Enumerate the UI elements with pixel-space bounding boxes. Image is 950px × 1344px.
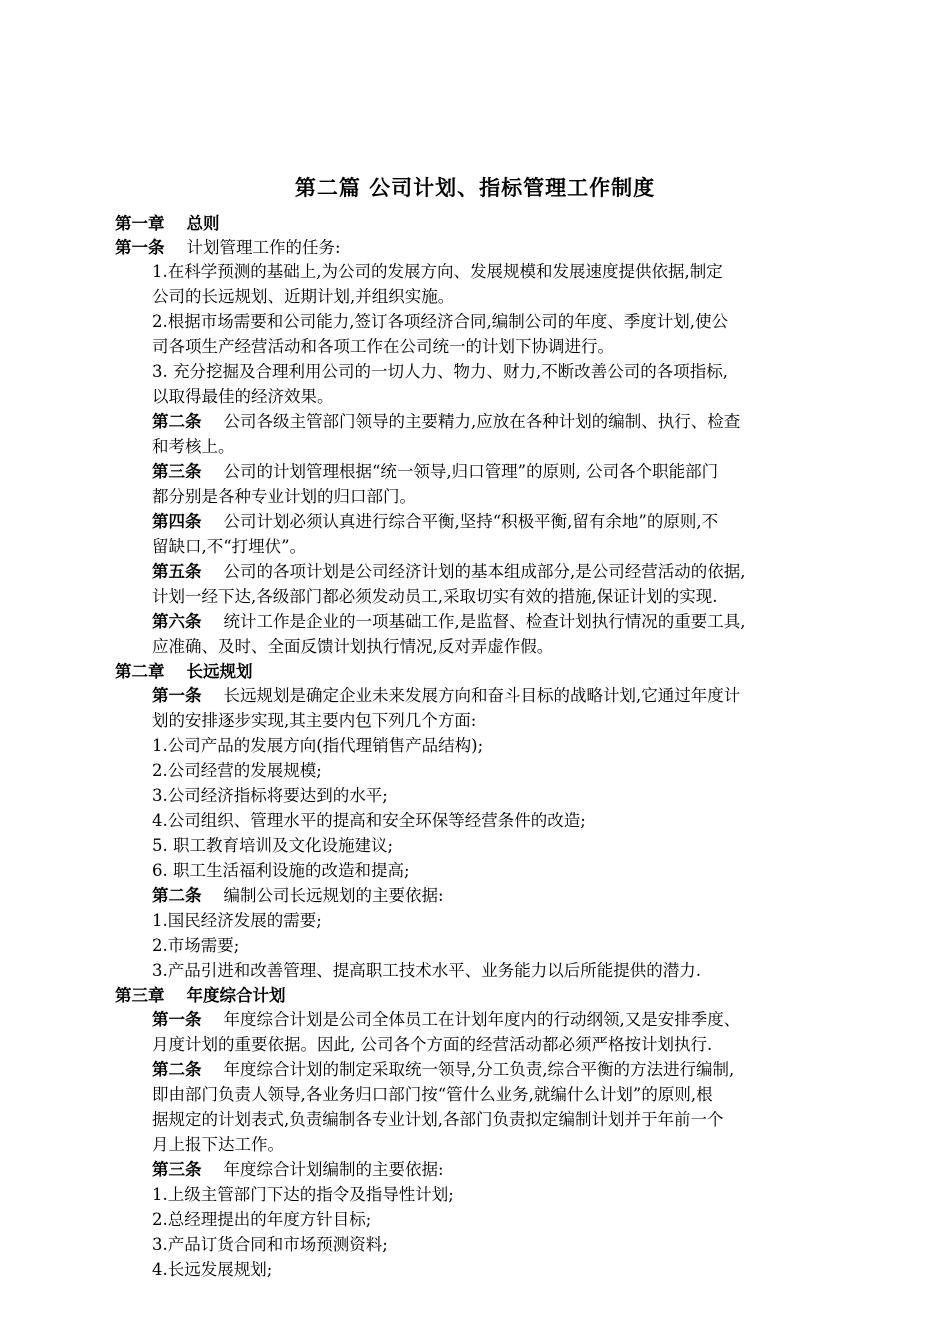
line-text: 应准确、及时、全面反馈计划执行情况,反对弄虚作假。 <box>152 637 554 656</box>
body-text-line <box>152 959 701 983</box>
article-number: 第二条 <box>152 1060 202 1079</box>
chapter-number: 第三章 <box>115 986 165 1005</box>
body-text-line <box>152 1233 388 1257</box>
body-text-line <box>152 485 416 509</box>
line-text: 月上报下达工作。 <box>152 1135 284 1154</box>
line-text: 1.在科学预测的基础上,为公司的发展方向、发展规模和发展速度提供依据,制定 <box>152 262 723 281</box>
article-number: 第一条 <box>152 686 202 705</box>
article-paragraph-line <box>152 684 740 708</box>
body-text-line <box>152 759 322 783</box>
line-text: 和考核上。 <box>152 437 235 456</box>
article-paragraph-line <box>152 610 746 634</box>
line-text: 司各项生产经营活动和各项工作在公司统一的计划下协调进行。 <box>152 337 614 356</box>
body-text-line <box>152 260 723 284</box>
body-text-line <box>152 635 553 659</box>
line-text: 1.国民经济发展的需要; <box>152 911 322 930</box>
article-number: 第三条 <box>152 462 202 481</box>
chapter-title: 年度综合计划 <box>186 986 286 1005</box>
article-paragraph-line <box>152 1008 740 1032</box>
line-text: 3.公司经济指标将要达到的水平; <box>152 786 388 805</box>
article-number: 第三条 <box>152 1160 202 1179</box>
body-text-line <box>152 809 586 833</box>
body-text-line <box>152 1108 724 1132</box>
line-text: 6. 职工生活福利设施的改造和提高; <box>152 861 410 880</box>
body-text-line <box>152 934 239 958</box>
line-text: 编制公司长远规划的主要依据: <box>223 886 444 905</box>
article-number: 第二条 <box>152 412 202 431</box>
line-text: 统计工作是企业的一项基础工作,是监督、检查计划执行情况的重要工具, <box>223 612 746 631</box>
line-text: 年度综合计划编制的主要依据: <box>223 1160 444 1179</box>
line-text: 月度计划的重要依据。因此, 公司各个方面的经营活动都必须严格按计划执行. <box>152 1035 713 1054</box>
chapter-heading <box>115 984 286 1008</box>
article-paragraph-line <box>152 510 718 534</box>
line-text: 公司各级主管部门领导的主要精力,应放在各种计划的编制、执行、检查 <box>223 412 741 431</box>
body-text-line <box>152 1258 272 1282</box>
article-number: 第六条 <box>152 612 202 631</box>
line-text: 4.长远发展规划; <box>152 1260 273 1279</box>
line-text: 年度综合计划是公司全体员工在计划年度内的行动纲领,又是安排季度、 <box>223 1010 741 1029</box>
body-text-line <box>152 385 334 409</box>
chapter-title: 总则 <box>186 214 220 233</box>
line-text: 公司计划必须认真进行综合平衡,坚持“积极平衡,留有余地”的原则,不 <box>223 512 719 531</box>
line-text: 1.上级主管部门下达的指令及指导性计划; <box>152 1185 454 1204</box>
body-text-line <box>152 709 476 733</box>
line-text: 划的安排逐步实现,其主要内包下列几个方面: <box>152 711 477 730</box>
chapter-number: 第二章 <box>115 662 165 681</box>
article-paragraph-line <box>152 560 746 584</box>
line-text: 以取得最佳的经济效果。 <box>152 387 334 406</box>
body-text-line <box>152 335 614 359</box>
body-text-line <box>152 1208 371 1232</box>
line-text: 据规定的计划表式,负责编制各专业计划,各部门负责拟定编制计划并于年前一个 <box>152 1110 724 1129</box>
body-text-line <box>152 285 454 309</box>
article-paragraph-line <box>152 460 718 484</box>
article-paragraph-line <box>152 1158 444 1182</box>
line-text: 公司的计划管理根据“统一领导,归口管理”的原则, 公司各个职能部门 <box>223 462 719 481</box>
body-text-line <box>152 310 728 334</box>
body-text-line <box>152 1083 713 1107</box>
line-text: 长远规划是确定企业未来发展方向和奋斗目标的战略计划,它通过年度计 <box>223 686 741 705</box>
line-text: 公司的各项计划是公司经济计划的基本组成部分,是公司经营活动的依据, <box>223 562 746 581</box>
article-paragraph-line <box>152 884 444 908</box>
line-text: 2.公司经营的发展规模; <box>152 761 322 780</box>
body-text-line <box>152 859 410 883</box>
page-title: 第二篇 公司计划、指标管理工作制度 <box>294 176 656 200</box>
line-text: 2.根据市场需要和公司能力,签订各项经济合同,编制公司的年度、季度计划,使公 <box>152 312 728 331</box>
line-text: 3.产品引进和改善管理、提高职工技术水平、业务能力以后所能提供的潜力. <box>152 961 701 980</box>
chapter-heading <box>115 212 220 236</box>
line-text: 年度综合计划的制定采取统一领导,分工负责,综合平衡的方法进行编制, <box>223 1060 735 1079</box>
body-text-line <box>152 909 322 933</box>
body-text-line <box>152 834 393 858</box>
line-text: 公司的长远规划、近期计划,并组织实施。 <box>152 287 455 306</box>
article-number: 第二条 <box>152 886 202 905</box>
body-text-line <box>152 535 306 559</box>
body-text-line <box>152 1183 454 1207</box>
body-text-line <box>152 585 717 609</box>
body-text-line <box>152 1133 284 1157</box>
line-text: 4.公司组织、管理水平的提高和安全环保等经营条件的改造; <box>152 811 586 830</box>
chapter-number: 第一章 <box>115 214 165 233</box>
article-paragraph-line <box>115 236 341 260</box>
line-text: 3. 充分挖掘及合理利用公司的一切人力、物力、财力,不断改善公司的各项指标, <box>152 362 728 381</box>
line-text: 计划管理工作的任务: <box>186 238 341 257</box>
article-number: 第一条 <box>152 1010 202 1029</box>
article-paragraph-line <box>152 410 740 434</box>
body-text-line <box>152 784 388 808</box>
article-number: 第五条 <box>152 562 202 581</box>
body-text-line <box>152 734 483 758</box>
chapter-title: 长远规划 <box>186 662 253 681</box>
line-text: 2.总经理提出的年度方针目标; <box>152 1210 372 1229</box>
line-text: 2.市场需要; <box>152 936 240 955</box>
line-text: 计划一经下达,各级部门都必须发动员工,采取切实有效的措施,保证计划的实现. <box>152 587 718 606</box>
body-text-line <box>152 435 235 459</box>
line-text: 都分别是各种专业计划的归口部门。 <box>152 487 416 506</box>
line-text: 5. 职工教育培训及文化设施建议; <box>152 836 394 855</box>
line-text: 1.公司产品的发展方向(指代理销售产品结构); <box>152 736 484 755</box>
line-text: 即由部门负责人领导,各业务归口部门按“管什么业务,就编什么计划”的原则,根 <box>152 1085 713 1104</box>
line-text: 3.产品订货合同和市场预测资料; <box>152 1235 388 1254</box>
body-text-line <box>152 1033 712 1057</box>
article-number: 第一条 <box>115 238 165 257</box>
article-paragraph-line <box>152 1058 734 1082</box>
article-number: 第四条 <box>152 512 202 531</box>
body-text-line <box>152 360 728 384</box>
line-text: 留缺口,不“打埋伏”。 <box>152 537 307 556</box>
chapter-heading <box>115 660 253 684</box>
